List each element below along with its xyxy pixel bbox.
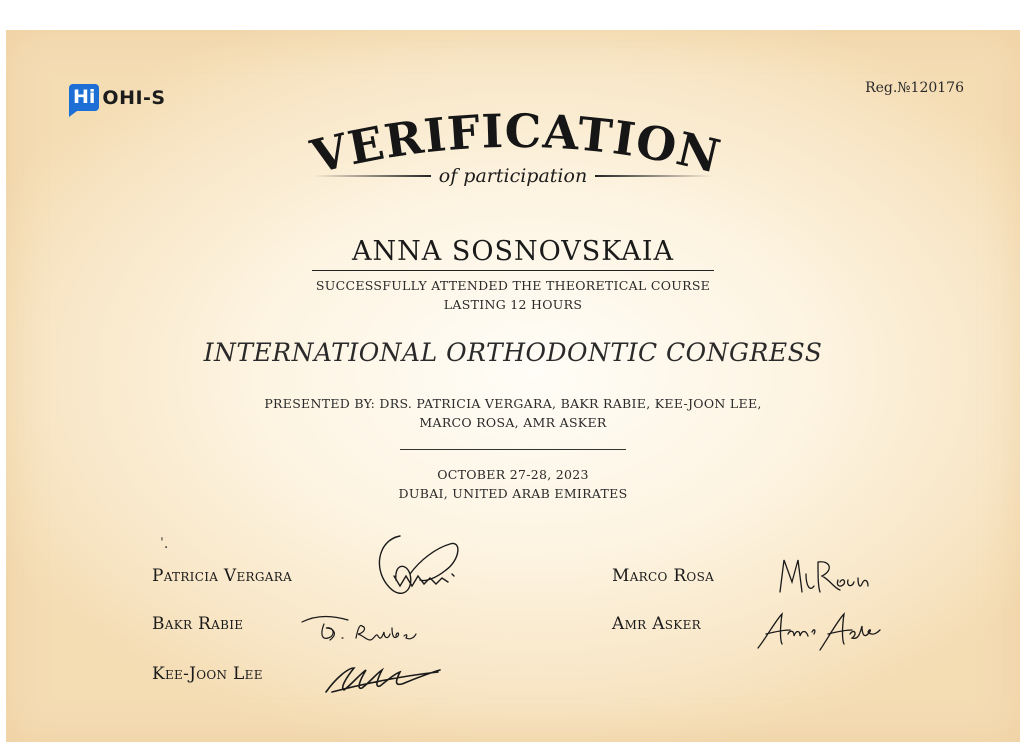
attendance-line-1: SUCCESSFULLY ATTENDED THE THEORETICAL COURSE — [315, 278, 711, 293]
signatory-name-vergara: Patricia Vergara — [152, 566, 293, 586]
signatory-name-rabie: Bakr Rabie — [152, 614, 244, 634]
event-location: DUBAI, UNITED ARAB EMIRATES — [398, 486, 628, 501]
signatory-name-asker: Amr Asker — [612, 614, 701, 634]
logo-brand-text: OHI-S — [102, 86, 166, 109]
subtitle-row — [314, 162, 712, 190]
attendance-line-2: LASTING 12 HOURS — [443, 297, 583, 312]
signature-vergara — [370, 530, 466, 602]
subtitle: of participation — [438, 165, 588, 187]
presenters-line-2: MARCO ROSA, AMR ASKER — [419, 415, 607, 430]
scan-top-margin — [0, 0, 1024, 30]
course-title: INTERNATIONAL ORTHODONTIC CONGRESS — [203, 338, 823, 367]
ohis-logo — [69, 84, 166, 111]
certificate-sheet — [6, 30, 1020, 742]
presenters-line-1: PRESENTED BY: DRS. PATRICIA VERGARA, BAKR RABIE, KEE-JOON LEE, — [264, 396, 762, 411]
signatory-name-rosa: Marco Rosa — [612, 566, 715, 586]
scan-mark: ˈ. — [160, 536, 169, 552]
logo-hi-badge: Hi — [69, 84, 99, 111]
recipient-name: ANNA SOSNOVSKAIA — [352, 236, 674, 267]
date-divider — [400, 449, 626, 450]
scan-bottom-margin — [0, 742, 1024, 746]
event-dates: OCTOBER 27-28, 2023 — [437, 467, 589, 482]
signatory-name-lee: Kee-Joon Lee — [152, 664, 263, 684]
registration-number: Reg.№120176 — [865, 80, 964, 96]
signature-asker — [754, 604, 886, 656]
subtitle-rule-left — [314, 175, 431, 177]
signature-rabie — [298, 610, 422, 646]
subtitle-rule-right — [595, 175, 712, 177]
title-text: VERIFICATION — [305, 103, 726, 184]
signature-lee — [322, 658, 446, 698]
recipient-underline — [312, 270, 714, 271]
signature-rosa — [774, 552, 874, 600]
